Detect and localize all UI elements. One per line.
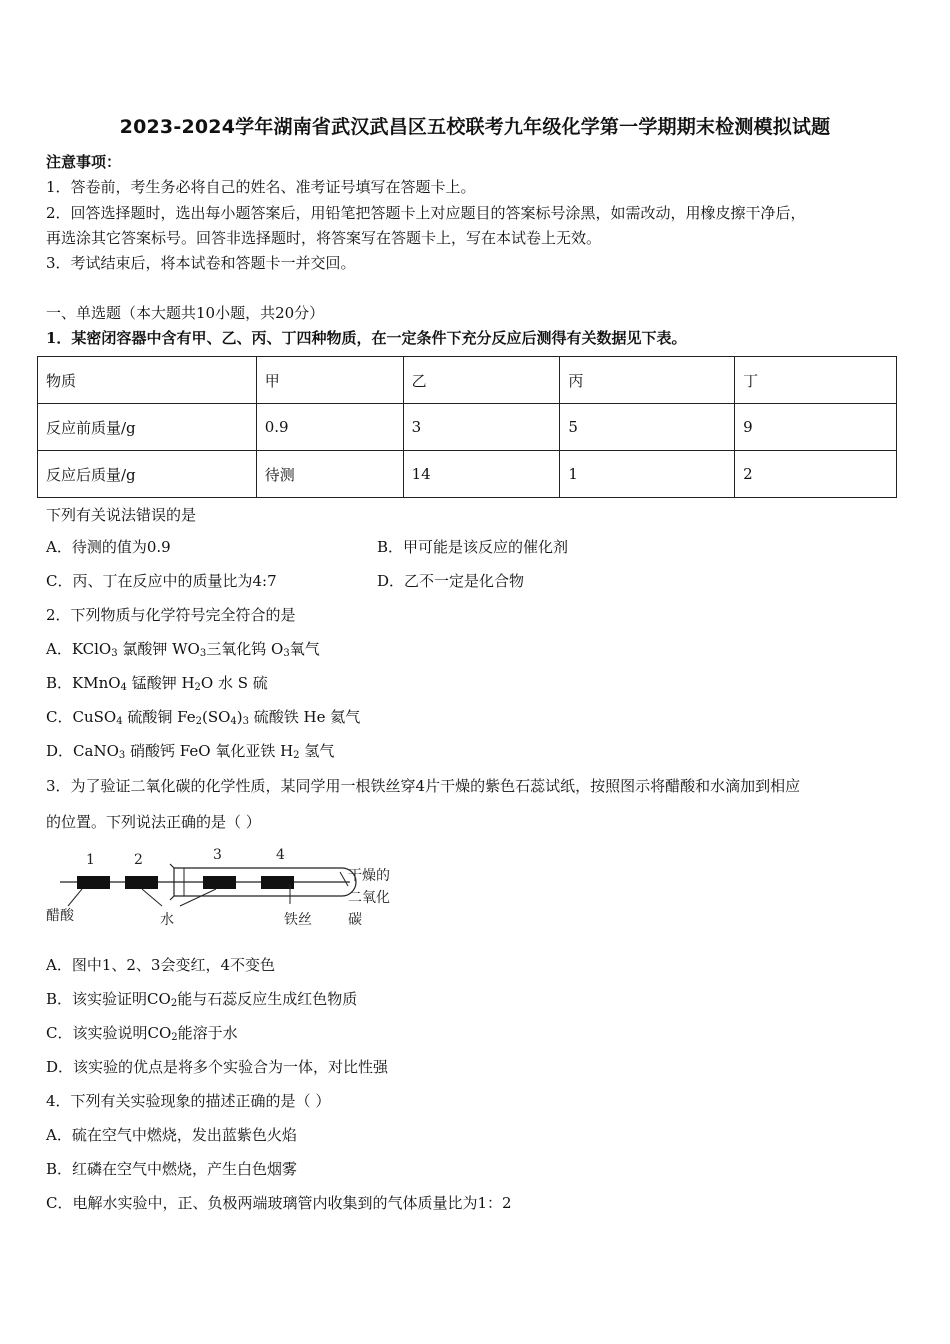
label-co2-1: 干燥的 — [348, 868, 390, 884]
q2-option-d: D．CaNO$_3$ 硝酸钙 FeO 氧化亚铁 $H_2$ 氢气 — [46, 742, 335, 761]
q1-stem: 1．某密闭容器中含有甲、乙、丙、丁四种物质，在一定条件下充分反应后测得有关数据见下表。 — [46, 329, 687, 347]
table-cell: 甲 — [256, 357, 403, 404]
label-iron-wire: 铁丝 — [284, 912, 312, 928]
table-cell: 反应后质量/g — [38, 451, 257, 498]
label-4: 4 — [276, 847, 285, 863]
q1-prompt: 下列有关说法错误的是 — [46, 506, 197, 524]
table-cell: 乙 — [403, 357, 560, 404]
q3-option-b: B．该实验证明$CO_2$能与石蕊反应生成红色物质 — [46, 990, 358, 1009]
notice-heading: 注意事项： — [46, 153, 122, 171]
label-1: 1 — [86, 852, 95, 868]
table-cell: 0.9 — [256, 404, 403, 451]
q3-stem-line-1: 3．为了验证二氧化碳的化学性质，某同学用一根铁丝穿4片干燥的紫色石蕊试纸，按照图示将醋酸和水滴加到相应 — [46, 777, 801, 795]
notice-item-3: 3．考试结束后，将本试卷和答题卡一并交回。 — [46, 254, 356, 272]
table-cell: 反应前质量/g — [38, 404, 257, 451]
q4-option-c: C．电解水实验中，正、负极两端玻璃管内收集到的气体质量比为1：2 — [46, 1194, 512, 1212]
q4-option-a: A．硫在空气中燃烧，发出蓝紫色火焰 — [46, 1126, 297, 1144]
label-water: 水 — [160, 912, 174, 928]
litmus-strip-3 — [203, 876, 236, 889]
table-cell: 5 — [560, 404, 735, 451]
label-co2-2: 二氧化 — [348, 890, 390, 906]
q1-option-d: D．乙不一定是化合物 — [377, 572, 525, 590]
table-cell: 丁 — [735, 357, 897, 404]
q1-data-table — [37, 356, 897, 498]
table-cell: 待测 — [256, 451, 403, 498]
label-3: 3 — [213, 847, 222, 863]
table-row — [38, 357, 897, 404]
q1-option-c: C．丙、丁在反应中的质量比为4:7 — [46, 572, 277, 590]
notice-item-1: 1．答卷前，考生务必将自己的姓名、准考证号填写在答题卡上。 — [46, 178, 476, 196]
q4-stem: 4．下列有关实验现象的描述正确的是（ ） — [46, 1092, 331, 1110]
table-cell: 1 — [560, 451, 735, 498]
litmus-strip-2 — [125, 876, 158, 889]
q2-option-b: B．KMnO$_4$ 锰酸钾 $H_2O$ 水 S 硫 — [46, 674, 268, 693]
notice-item-2: 2．回答选择题时，选出每小题答案后，用铅笔把答题卡上对应题目的答案标号涂黑，如需改动，用橡皮擦干净后， — [46, 204, 806, 222]
litmus-wire-diagram — [46, 842, 406, 934]
q4-option-b: B．红磷在空气中燃烧，产生白色烟雾 — [46, 1160, 298, 1178]
q2-stem: 2．下列物质与化学符号完全符合的是 — [46, 606, 296, 624]
table-row — [38, 451, 897, 498]
table-cell: 9 — [735, 404, 897, 451]
q3-option-a: A．图中1、2、3会变红，4不变色 — [46, 956, 276, 974]
notice-item-2-cont: 再选涂其它答案标号。回答非选择题时，将答案写在答题卡上，写在本试卷上无效。 — [46, 229, 602, 247]
label-2: 2 — [134, 852, 143, 868]
q2-option-c: C．CuSO$_4$ 硫酸铜 $Fe_2(SO_4)_3$ 硫酸铁 He 氦气 — [46, 708, 361, 727]
table-cell: 丙 — [560, 357, 735, 404]
table-cell: 2 — [735, 451, 897, 498]
q3-stem-line-2: 的位置。下列说法正确的是（ ） — [46, 813, 261, 831]
q3-option-d: D．该实验的优点是将多个实验合为一体，对比性强 — [46, 1058, 389, 1076]
litmus-strip-4 — [261, 876, 294, 889]
exam-title: 2023-2024学年湖南省武汉武昌区五校联考九年级化学第一学期期末检测模拟试题 — [119, 116, 831, 138]
litmus-strip-1 — [77, 876, 110, 889]
q2-option-a: A．KClO$_3$ 氯酸钾 $WO_3$三氧化钨 $O_3$氧气 — [46, 640, 320, 659]
table-cell: 14 — [403, 451, 560, 498]
table-cell: 物质 — [38, 357, 257, 404]
q3-option-c: C．该实验说明$CO_2$能溶于水 — [46, 1024, 238, 1043]
label-co2-3: 碳 — [348, 912, 362, 928]
label-vinegar: 醋酸 — [46, 908, 74, 924]
table-row — [38, 404, 897, 451]
section-heading: 一、单选题（本大题共10小题，共20分） — [46, 304, 325, 322]
q1-option-a: A．待测的值为0.9 — [46, 538, 171, 556]
table-cell: 3 — [403, 404, 560, 451]
q1-option-b: B．甲可能是该反应的催化剂 — [377, 538, 569, 556]
